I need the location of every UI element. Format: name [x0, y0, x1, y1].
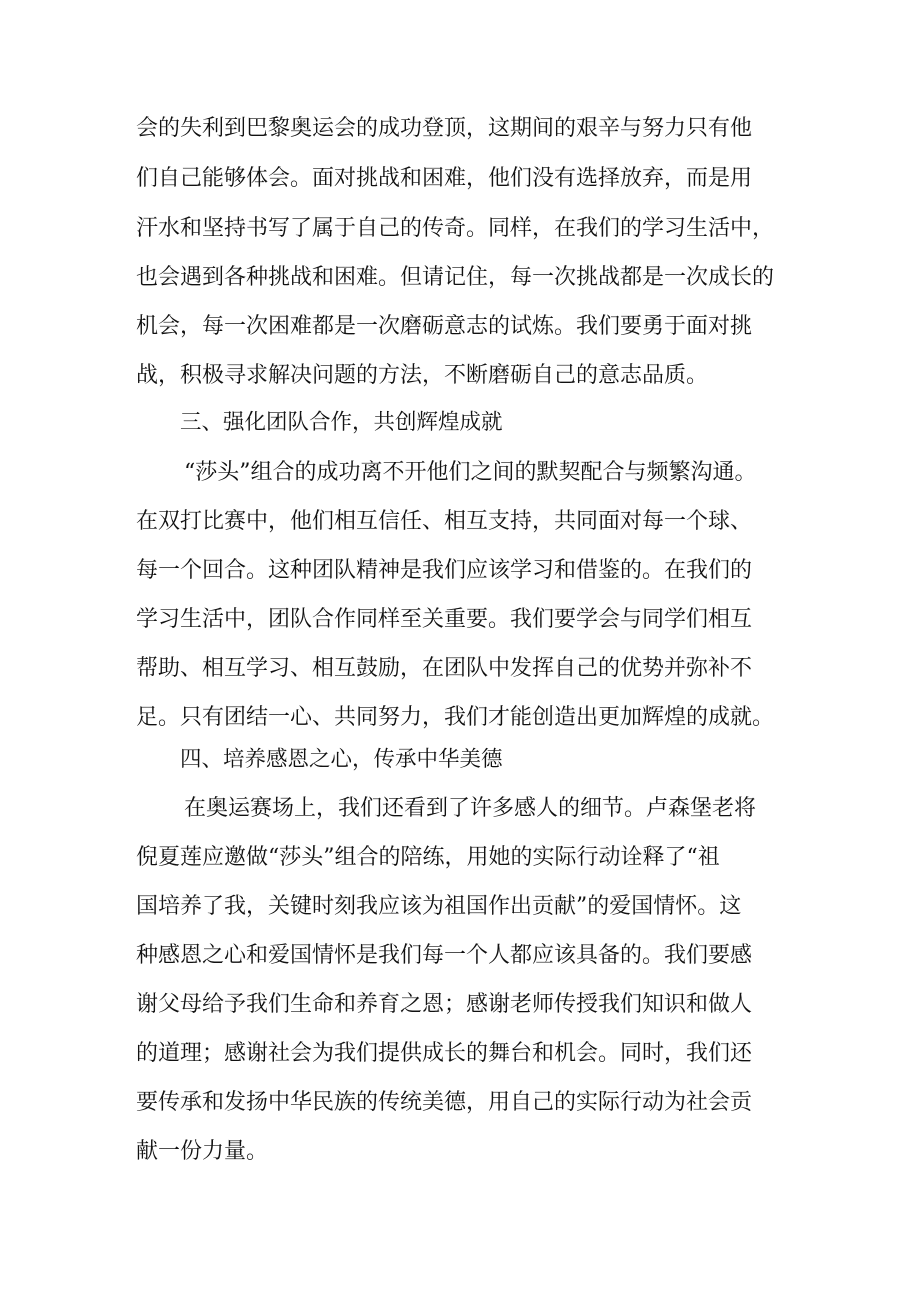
paragraph-1-line-5: 机会，每一次困难都是一次磨砺意志的试炼。我们要勇于面对挑 [136, 314, 753, 339]
section-4-line-4: 种感恩之心和爱国情怀是我们每一个人都应该具备的。我们要感 [136, 943, 753, 968]
section-3-heading: 三、强化团队合作，共创辉煌成就 [180, 410, 503, 435]
paragraph-1-line-4: 也会遇到各种挑战和困难。但请记住，每一次挑战都是一次成长的 [136, 265, 775, 290]
section-4-heading: 四、培养感恩之心，传承中华美德 [180, 747, 503, 772]
paragraph-1-line-6: 战，积极寻求解决问题的方法，不断磨砺自己的意志品质。 [136, 363, 709, 388]
paragraph-1-line-3: 汗水和坚持书写了属于自己的传奇。同样，在我们的学习生活中， [136, 216, 775, 241]
section-4-line-8: 献一份力量。 [136, 1139, 269, 1164]
section-4-line-7: 要传承和发扬中华民族的传统美德，用自己的实际行动为社会贡 [136, 1090, 753, 1115]
section-3-line-3: 每一个回合。这种团队精神是我们应该学习和借鉴的。在我们的 [136, 558, 753, 583]
paragraph-1-line-2: 们自己能够体会。面对挑战和困难，他们没有选择放弃，而是用 [136, 166, 753, 191]
section-4-line-5: 谢父母给予我们生命和养育之恩；感谢老师传授我们知识和做人 [136, 992, 753, 1017]
section-3-line-6: 足。只有团结一心、共同努力，我们才能创造出更加辉煌的成就。 [136, 705, 775, 730]
section-3-line-2: 在双打比赛中，他们相互信任、相互支持，共同面对每一个球、 [136, 509, 753, 534]
section-3-line-5: 帮助、相互学习、相互鼓励，在团队中发挥自己的优势并弥补不 [136, 656, 753, 681]
section-4-line-2: 倪夏莲应邀做“莎头”组合的陪练，用她的实际行动诠释了“祖 [136, 845, 720, 870]
section-4-line-1: 在奥运赛场上，我们还看到了许多感人的细节。卢森堡老将 [184, 796, 757, 821]
section-4-line-3: 国培养了我，关键时刻我应该为祖国作出贡献”的爱国情怀。这 [136, 894, 742, 919]
paragraph-1-line-1: 会的失利到巴黎奥运会的成功登顶，这期间的艰辛与努力只有他 [136, 116, 753, 141]
section-3-line-1: “莎头”组合的成功离不开他们之间的默契配合与频繁沟通。 [184, 460, 757, 485]
section-4-line-6: 的道理；感谢社会为我们提供成长的舞台和机会。同时，我们还 [136, 1041, 753, 1066]
section-3-line-4: 学习生活中，团队合作同样至关重要。我们要学会与同学们相互 [136, 607, 753, 632]
